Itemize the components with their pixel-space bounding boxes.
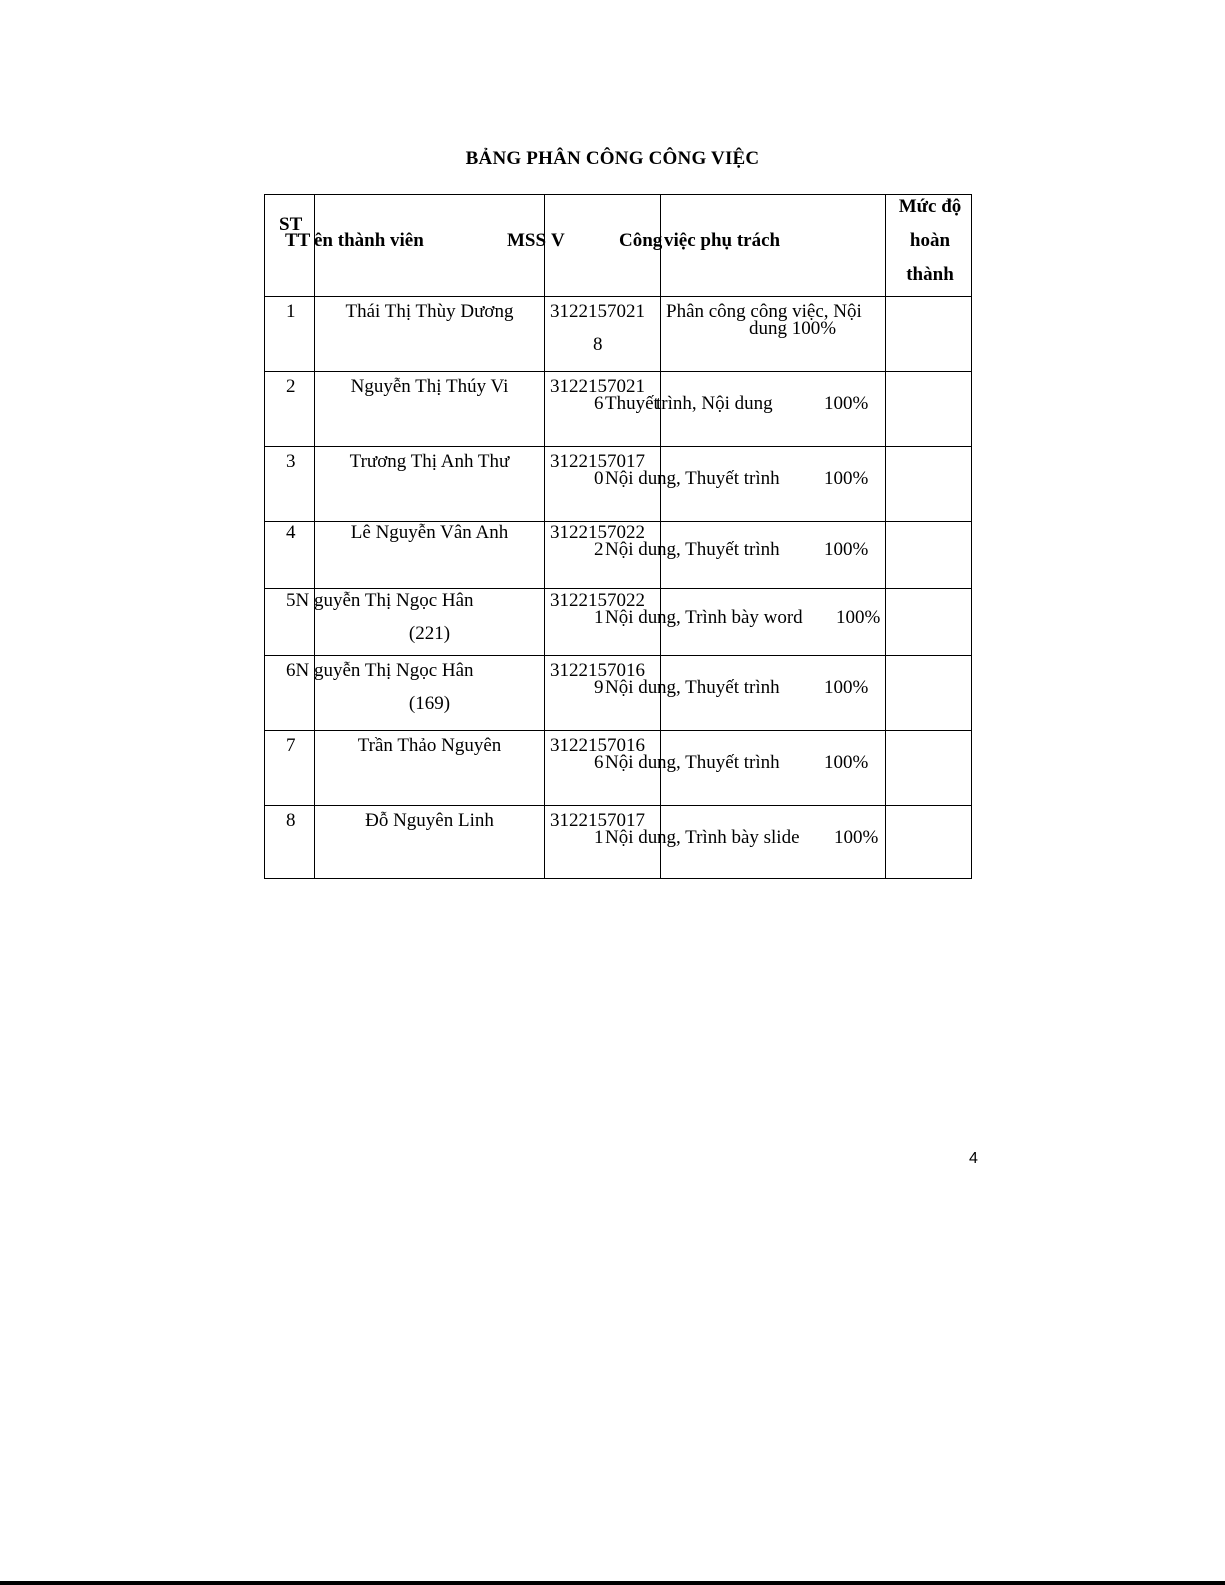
row-member-name: (221) [408, 623, 451, 644]
row-mssv: 8 [593, 334, 603, 355]
header-completion: thành [906, 264, 954, 285]
row-task: ng, Thuyết trình [657, 468, 780, 489]
header-completion: Mức độ [898, 196, 962, 217]
row-task: trình, Nội dung [656, 393, 773, 414]
row-completion: 100% [824, 539, 869, 560]
row-member-name: guyễn Thị Ngọc Hân [314, 590, 474, 611]
header-member-name: ên thành viên [314, 230, 424, 251]
header-stt: ST [279, 214, 303, 235]
row-divider [265, 655, 971, 656]
row-mssv: 3122157021 [550, 301, 645, 322]
row-mssv: 3122157022 [550, 522, 645, 543]
row-divider [265, 446, 971, 447]
row-task: Phân công công việc, Nội [666, 301, 862, 322]
row-task: Nội du [605, 752, 658, 773]
row-task: Thuyết [605, 393, 659, 414]
row-divider [265, 371, 971, 372]
column-divider [314, 195, 315, 878]
row-mssv: 3122157022 [550, 590, 645, 611]
row-mssv: 1 [594, 607, 604, 628]
row-completion: 100% [836, 607, 881, 628]
row-divider [265, 296, 971, 297]
document-title: BẢNG PHÂN CÔNG CÔNG VIỆC [465, 148, 760, 169]
column-divider [660, 195, 661, 878]
row-task: dung 100% [749, 318, 837, 339]
row-member-name: (169) [408, 693, 451, 714]
row-member-name: Thái Thị Thùy Dương [345, 301, 514, 322]
row-divider [265, 730, 971, 731]
row-task: Nội du [605, 677, 658, 698]
bottom-edge-rule [0, 1581, 1225, 1585]
row-task: Nội du [605, 607, 658, 628]
row-member-name: guyễn Thị Ngọc Hân [314, 660, 474, 681]
row-mssv: 3122157016 [550, 735, 645, 756]
row-mssv: 1 [594, 827, 604, 848]
row-task: ng, Trình bày word [657, 607, 803, 628]
row-completion: 100% [824, 468, 869, 489]
assignment-table [264, 194, 972, 879]
row-divider [265, 588, 971, 589]
row-stt: 4 [286, 522, 296, 543]
row-mssv: 3122157017 [550, 451, 645, 472]
row-member-name: Lê Nguyễn Vân Anh [350, 522, 509, 543]
row-task: ng, Thuyết trình [657, 539, 780, 560]
row-member-name: Trần Thảo Nguyên [357, 735, 502, 756]
row-stt: 6N [286, 660, 310, 681]
row-stt: 8 [286, 810, 296, 831]
row-member-name: Trương Thị Anh Thư [349, 451, 510, 472]
row-mssv: 0 [594, 468, 604, 489]
row-stt: 5N [286, 590, 310, 611]
row-task: Nội du [605, 827, 658, 848]
header-task: Công [619, 230, 663, 251]
row-task: Nội du [605, 539, 658, 560]
header-mssv: MSS [507, 230, 547, 251]
row-mssv: 3122157021 [550, 376, 645, 397]
row-stt: 7 [286, 735, 296, 756]
row-stt: 1 [286, 301, 296, 322]
row-member-name: Nguyễn Thị Thúy Vi [350, 376, 509, 397]
header-task: việc phụ trách [664, 230, 781, 251]
row-completion: 100% [824, 393, 869, 414]
row-mssv: 9 [594, 677, 604, 698]
row-mssv: 3122157016 [550, 660, 645, 681]
row-completion: 100% [834, 827, 879, 848]
row-completion: 100% [824, 752, 869, 773]
row-member-name: Đỗ Nguyên Linh [365, 810, 494, 831]
column-divider [544, 195, 545, 878]
header-mssv: V [551, 230, 565, 251]
row-mssv: 6 [594, 752, 604, 773]
row-mssv: 2 [594, 539, 604, 560]
row-mssv: 3122157017 [550, 810, 645, 831]
row-divider [265, 805, 971, 806]
page-number: 4 [969, 1150, 978, 1167]
row-task: ng, Thuyết trình [657, 677, 780, 698]
row-stt: 3 [286, 451, 296, 472]
row-task: ng, Thuyết trình [657, 752, 780, 773]
row-stt: 2 [286, 376, 296, 397]
header-completion: hoàn [909, 230, 951, 251]
row-task: ng, Trình bày slide [657, 827, 800, 848]
row-mssv: 6 [594, 393, 604, 414]
header-stt: TT [285, 230, 311, 251]
column-divider [885, 195, 886, 878]
row-completion: 100% [824, 677, 869, 698]
row-task: Nội du [605, 468, 658, 489]
